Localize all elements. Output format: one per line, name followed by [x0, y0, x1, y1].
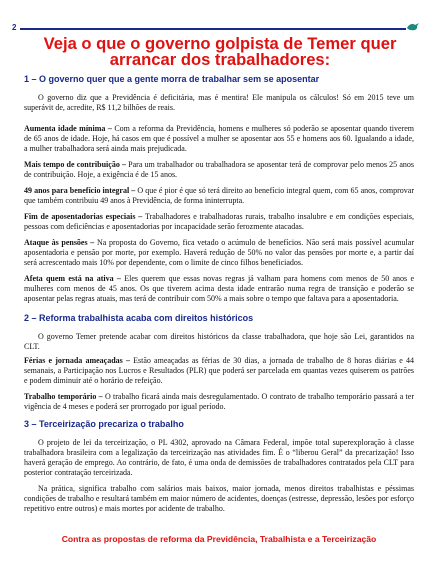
paragraph: 49 anos para benefício integral – O que é pior é que só terá direito ao benefício integral quem, com 65 anos, comprovar que também contribuiu 49 anos à Previdência, de forma ininterrupta.: [24, 186, 414, 205]
bird-logo-icon: [406, 22, 420, 32]
paragraph: Afeta quem está na ativa – Eles querem que essas novas regras já valham para homens com menos de 50 anos e mulheres com menos de 45 anos. Os que tiverem acima desta idade entrarão numa regra de transição e poderão se aposentar pelas regras atuais, mas terá de contribuir com 50% a mais sobre o tempo que faltava para a aposentadoria.: [24, 274, 415, 303]
paragraph: Férias e jornada ameaçadas – Estão ameaçadas as férias de 30 dias, a jornada de trabalho de 8 horas diárias e 44 semanais, a Participação nos Lucros e Resultados (PLR) que poderá ser parcelada em quantas vezes quiserem os patrões e podem diminuir até o horário de refeição.: [24, 356, 414, 385]
header-rule: [20, 28, 406, 30]
section-title-2: 2 – Reforma trabalhista acaba com direitos históricos: [24, 313, 254, 323]
page-number: 2: [12, 23, 17, 32]
paragraph: O projeto de lei da terceirização, o PL 4302, aprovado na Câmara Federal, impõe total superexploração à classe trabalhadora brasileira com a legalização da terceirização nas atividades fim. É o “liberou Geral” da precarização! Isso haverá geração de emprego. Ao contrário, de fato, é uma onda de demissões de trabalhadores contratados pela CLT para posterior contratação terceirizada.: [24, 438, 414, 477]
headline: Veja o que o governo golpista de Temer quer arrancar dos trabalhadores:: [43, 34, 397, 69]
paragraph: Aumenta idade mínima – Com a reforma da Previdência, homens e mulheres só poderão se aposentar quando tiverem de 65 anos de idade. Hoje, há casos em que é possível a mulher se aposentar aos 55 e homens aos 60. Igualando a idade, a mulher trabalhadora será ainda mais prejudicada.: [24, 124, 415, 153]
paragraph: Mais tempo de contribuição – Para um trabalhador ou trabalhadora se aposentar terá de comprovar pelo menos 25 anos de contribuição. Hoje, a exigência é de 15 anos.: [24, 160, 415, 179]
paragraph: Trabalho temporário – O trabalho ficará ainda mais desregulamentado. O contrato de trabalho temporário passará a ter vigência de 4 meses e poderá ser prorrogado por igual período.: [24, 392, 414, 411]
section-title-1: 1 – O governo quer que a gente morra de trabalhar sem se aposentar: [24, 74, 320, 84]
paragraph: Fim de aposentadorias especiais – Trabalhadores e trabalhadoras rurais, trabalho insalubre e em condições especiais, pessoas com deficiências e aposentadorias por incapacidade serão ferozmente atacadas.: [24, 212, 414, 231]
paragraph: O governo diz que a Previdência é deficitária, mas é mentira! Ele manipula os cálculos! Só em 2015 teve um superávit de, acredite, R$ 11,2 bilhões de reais.: [24, 93, 414, 112]
section-title-3: 3 – Terceirização precariza o trabalho: [24, 419, 184, 429]
paragraph: Ataque às pensões – Na proposta do Governo, fica vetado o acúmulo de benefícios. Não será mais possível acumular aposentadoria e pensão por morte, por exemplo. Haverá redução de 50% no valor das pensões por morte e, a partir daí será acrescentado mais 10% por dependente, com o limite de cinco filhos beneficiados.: [24, 238, 414, 267]
paragraph: Na prática, significa trabalho com salários mais baixos, maior jornada, menos direitos trabalhistas e péssimas condições de trabalho e resultará também em maior número de acidentes, doenças (estresse, depressão, lesões por esforço repetitivo entre outros) e mais mortes por acidente de trabalho.: [24, 484, 414, 513]
paragraph: O governo Temer pretende acabar com direitos históricos da classe trabalhadora, que hoje são Lei, garantidos na CLT.: [24, 332, 414, 351]
footer-slogan: Contra as propostas de reforma da Previdência, Trabalhista e a Terceirização: [61, 534, 377, 544]
